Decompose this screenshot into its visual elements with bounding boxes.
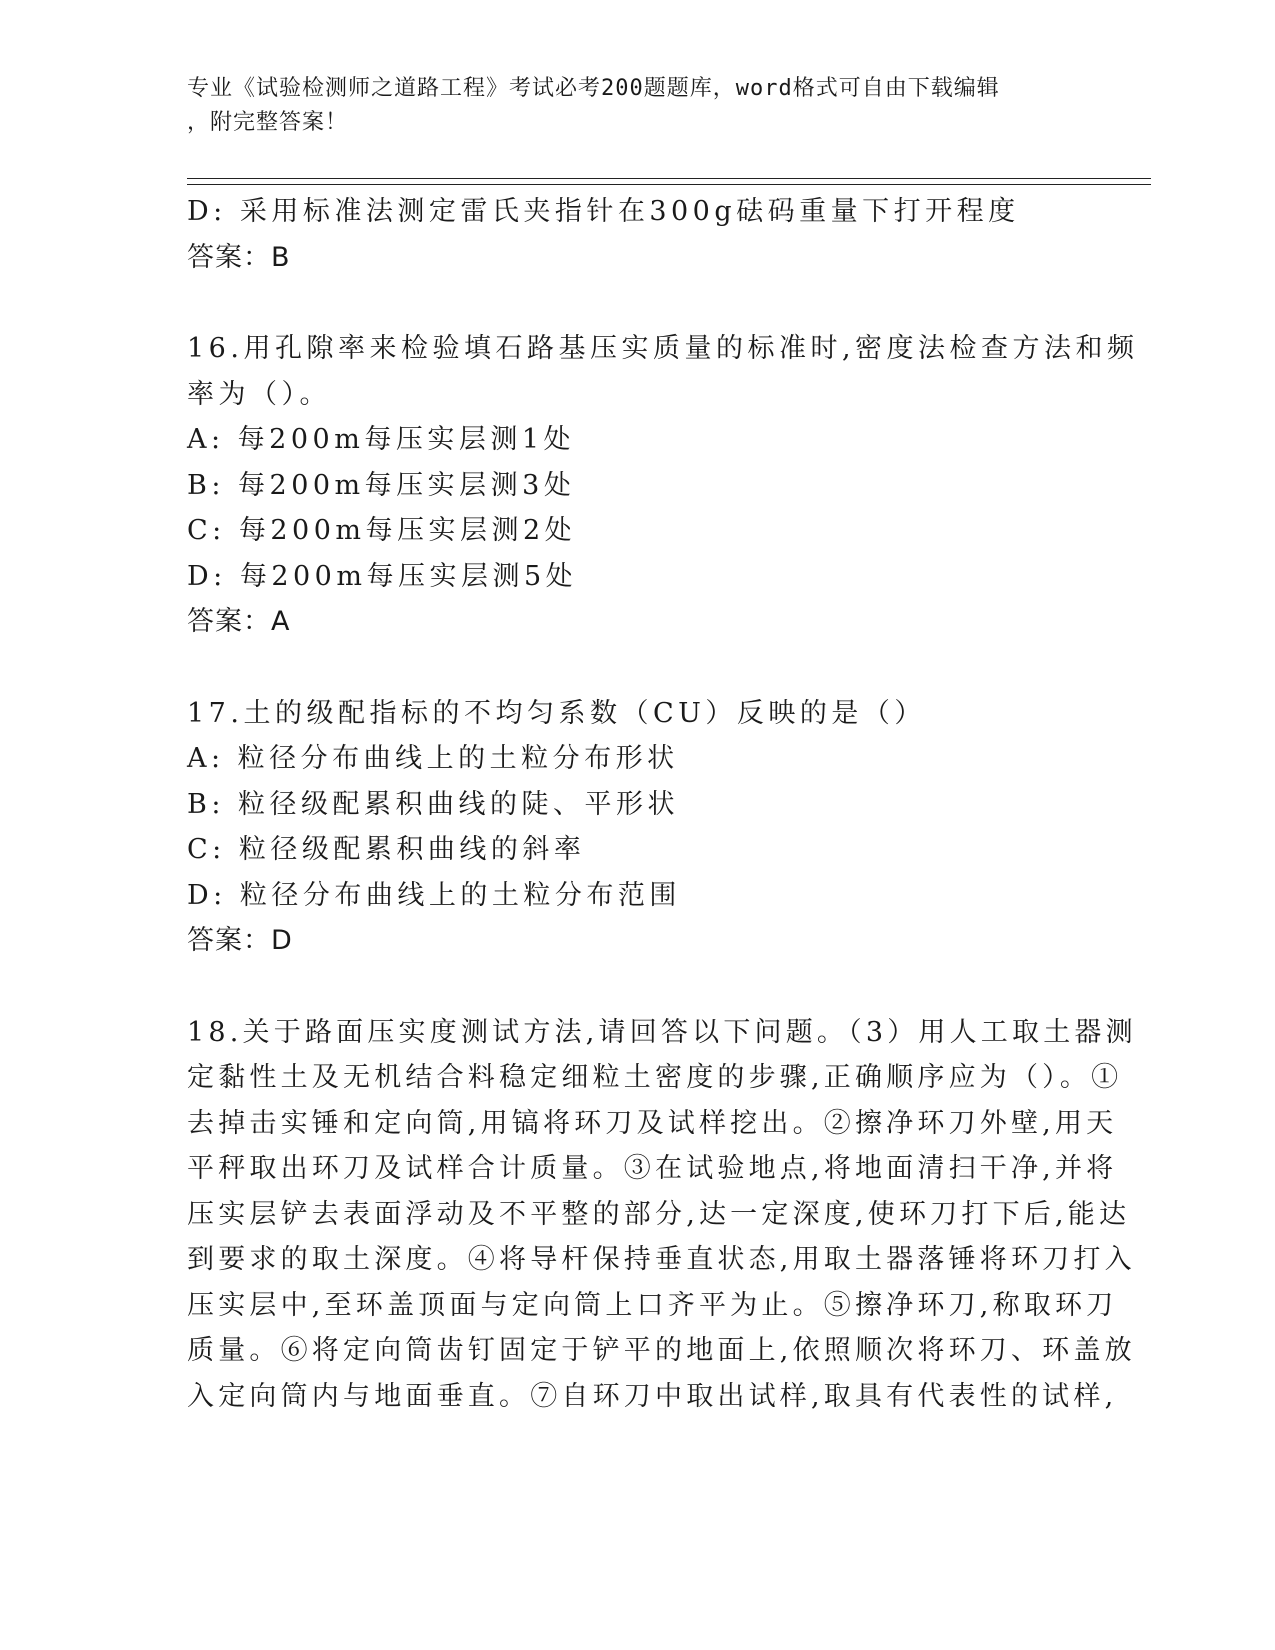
q16-option-c: C: 每200m每压实层测2处 [187,515,577,546]
q18-line: 入定向筒内与地面垂直。⑦自环刀中取出试样,取具有代表性的试样, [187,1380,1118,1412]
q16-answer: 答案：A [187,606,291,637]
q18-line: 质量。⑥将定向筒齿钉固定于铲平的地面上,依照顺次将环刀、环盖放 [187,1335,1136,1366]
question-18 [187,1010,1137,1420]
spacer [187,645,1087,691]
q16-option-d: D: 每200m每压实层测5处 [187,560,578,592]
q16-stem-line-1: 16.用孔隙率来检验填石路基压实质量的标准时,密度法检查方法和频 [187,333,1139,364]
q18-line: 定黏性土及无机结合料稳定细粒土密度的步骤,正确顺序应为（）。① [187,1062,1123,1093]
q18-line: 平秤取出环刀及试样合计质量。③在试验地点,将地面清扫干净,并将 [187,1153,1118,1184]
q17-option-b: B: 粒径级配累积曲线的陡、平形状 [187,788,680,820]
header-title-line-1: 专业《试验检测师之道路工程》考试必考200题题库，word格式可自由下载编辑 [187,76,1000,101]
header-divider-thin [187,184,1151,185]
q16-option-b: B: 每200m每压实层测3处 [187,469,576,501]
q18-line: 压实层铲去表面浮动及不平整的部分,达一定深度,使环刀打下后,能达 [187,1198,1131,1230]
question-content [187,189,1139,1419]
header-divider-thick [187,178,1151,179]
spacer [187,280,1087,326]
header-title-line-2: ，附完整答案！ [187,110,349,135]
q18-line: 到要求的取土深度。④将导杆保持垂直状态,用取土器落锤将环刀打入 [187,1244,1136,1275]
q15-option-d: D: 采用标准法测定雷氏夹指针在300g砝码重量下打开程度 [187,196,1020,227]
question-16 [187,326,1139,645]
q17-option-c: C: 粒径级配累积曲线的斜率 [187,834,586,865]
q15-answer: 答案：B [187,241,291,273]
q17-stem: 17.土的级配指标的不均匀系数（CU）反映的是（） [187,697,926,729]
q17-option-d: D: 粒径分布曲线上的土粒分布范围 [187,879,681,911]
q18-line: 18.关于路面压实度测试方法,请回答以下问题。（3）用人工取土器测 [187,1016,1137,1048]
q16-stem-line-2: 率为（）。 [187,378,331,410]
q17-option-a: A: 粒径分布曲线上的土粒分布形状 [187,743,679,774]
q17-answer: 答案：D [187,925,293,956]
q16-option-a: A: 每200m每压实层测1处 [187,424,575,455]
page-header [187,72,1067,140]
spacer [187,964,1087,1010]
question-17 [187,691,1087,964]
q18-line: 压实层中,至环盖顶面与定向筒上口齐平为止。⑤擦净环刀,称取环刀 [187,1289,1118,1321]
q18-line: 去掉击实锤和定向筒,用镐将环刀及试样挖出。②擦净环刀外壁,用天 [187,1107,1118,1139]
